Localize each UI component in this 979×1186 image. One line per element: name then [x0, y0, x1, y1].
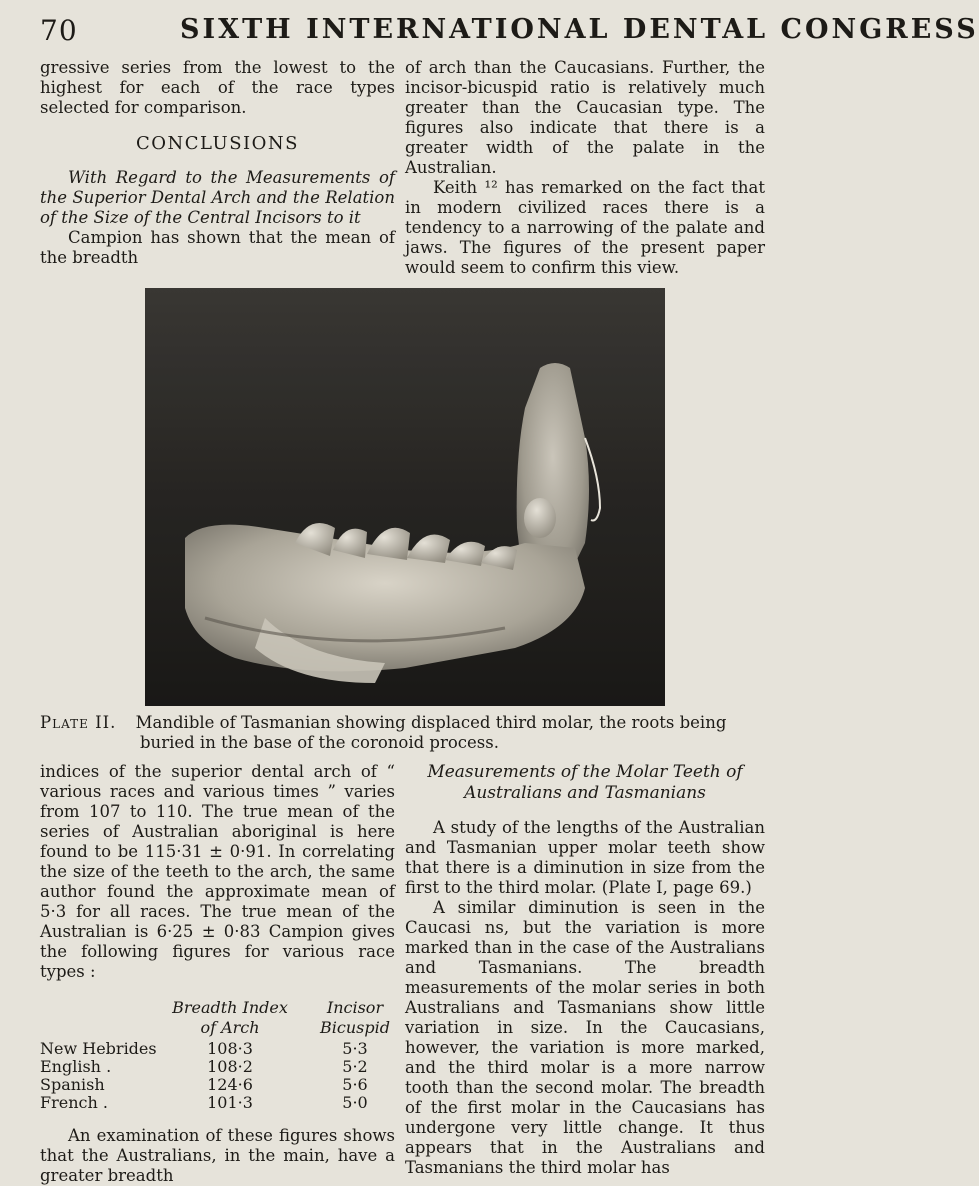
breadth-value: 124·6: [207, 1075, 253, 1094]
left-column-bottom: [40, 762, 395, 1186]
breadth-index-header: [160, 998, 300, 1038]
left-column-top: [40, 58, 395, 268]
breadth-value: 101·3: [207, 1093, 253, 1112]
running-head: SIXTH INTERNATIONAL DENTAL CONGRESS: [180, 14, 979, 45]
molar-study-paragraph: A study of the lengths of the Australian and Tasmanian upper molar teeth show that there is a diminution in size from the first to the third molar. (Plate I, page 69.): [405, 818, 765, 897]
table-row: [40, 1040, 395, 1058]
section-heading: CONCLUSIONS: [136, 133, 299, 154]
incisor-header-line2: Bicuspid: [320, 1018, 390, 1037]
incisor-bicuspid-header: [315, 998, 395, 1038]
examination-paragraph: An examination of these figures shows that the Australians, in the main, have a greater breadth: [40, 1126, 395, 1185]
intro-paragraph: gressive series from the lowest to the highest for each of the race types selected for comparison.: [40, 58, 395, 117]
race-name: French .: [40, 1093, 108, 1112]
subsection-heading: With Regard to the Measurements of the Superior Dental Arch and the Relation of the Size of the Central Incisors to it: [40, 168, 395, 227]
plate-label: Plate II.: [40, 713, 117, 732]
table-row: [40, 1094, 395, 1112]
race-name: Spanish: [40, 1075, 105, 1094]
breadth-value: 108·2: [207, 1057, 253, 1076]
incisor-value: 5·6: [342, 1075, 368, 1094]
campion-paragraph-start: Campion has shown that the mean of the breadth: [40, 228, 395, 267]
table-header: [40, 998, 395, 1040]
keith-paragraph: Keith ¹² has remarked on the fact that in modern civilized races there is a tendency to a narrowing of the palate and jaws. The figures of the present paper would seem to confirm this view.: [405, 178, 765, 277]
race-name: New Hebrides: [40, 1039, 157, 1058]
molar-section-heading: Measurements of the Molar Teeth of Australians and Tasmanians: [427, 762, 743, 803]
breadth-value: 108·3: [207, 1039, 253, 1058]
palate-paragraph: of arch than the Caucasians. Further, the incisor-bicuspid ratio is relatively much greater than the Caucasian type. The figures also indicate that there is a greater width of the palate in the Australian.: [405, 58, 765, 177]
page-number: 70: [40, 14, 78, 47]
incisor-value: 5·3: [342, 1039, 368, 1058]
incisor-value: 5·2: [342, 1057, 368, 1076]
mandible-image: [145, 288, 665, 706]
breadth-header-line1: Breadth Index: [172, 998, 288, 1017]
table-row: [40, 1076, 395, 1094]
diminution-paragraph: A similar diminution is seen in the Caucasi ns, but the variation is more marked than in the case of the Australians and Tasmanians. The breadth measurements of the molar series in both Australians and Tasmanians show little variation in size. In the Caucasians, however, the variation is more marked, and the third molar is a more narrow tooth than the second molar. The breadth of the first molar in the Caucasians has undergone very little change. It thus appears that in the Australians and Tasmanians the third molar has: [405, 898, 765, 1177]
page-header: [0, 12, 979, 56]
indices-paragraph: indices of the superior dental arch of “ various races and various times ” varies from 107 to 110. The true mean of the series of Australian aboriginal is here found to be 115·31 ± 0·91. In correlating the size of the teeth to the arch, the same author found the approximate mean of 5·3 for all races. The true mean of the Australian is 6·25 ± 0·83 Campion gives the following figures for various race types :: [40, 762, 395, 981]
right-column-bottom: [405, 762, 765, 1178]
race-name: English .: [40, 1057, 112, 1076]
incisor-header-line1: Incisor: [326, 998, 384, 1017]
plate-caption: [40, 713, 765, 753]
caption-line-2: buried in the base of the coronoid process.: [140, 733, 499, 752]
mandible-photograph: [145, 288, 665, 706]
incisor-value: 5·0: [342, 1093, 368, 1112]
right-column-top: [405, 58, 765, 278]
breadth-header-line2: of Arch: [200, 1018, 260, 1037]
table-row: [40, 1058, 395, 1076]
campion-figures-table: [40, 998, 395, 1112]
caption-line-1: Mandible of Tasmanian showing displaced third molar, the roots being: [135, 713, 727, 732]
